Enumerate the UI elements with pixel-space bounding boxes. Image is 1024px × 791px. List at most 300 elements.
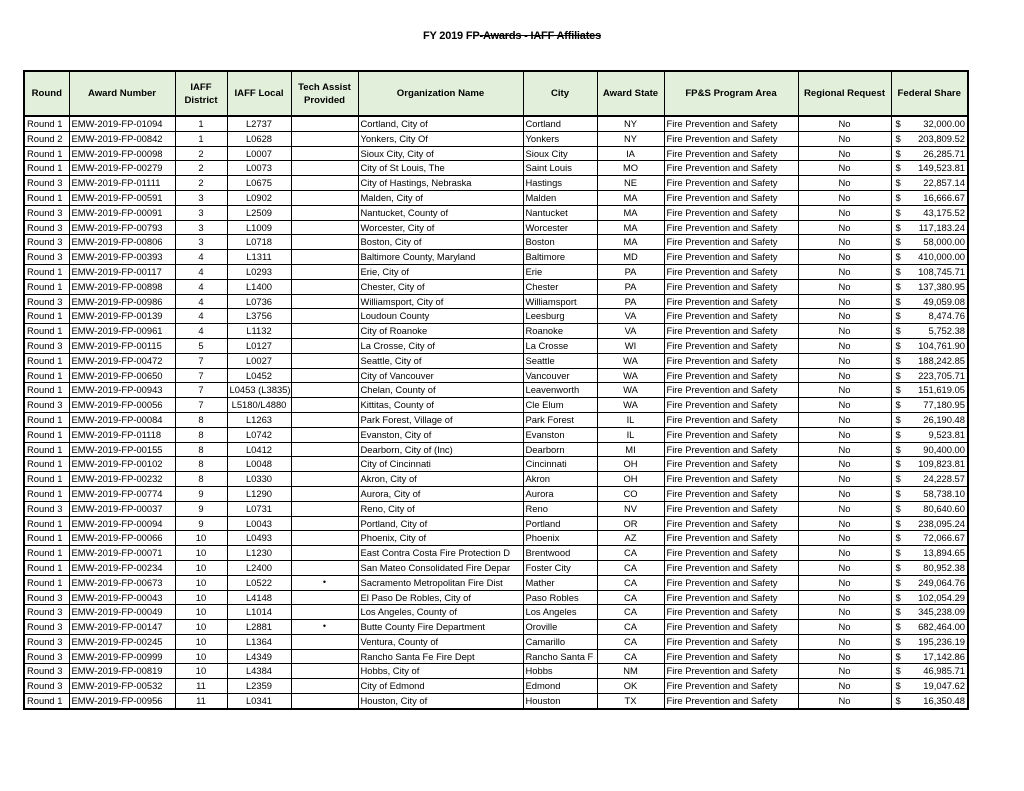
cell-program-area: Fire Prevention and Safety <box>664 605 798 620</box>
cell-iaff-district: 2 <box>175 146 227 161</box>
table-row <box>24 250 968 265</box>
federal-share-amount: 104,761.90 <box>918 339 965 351</box>
cell-organization: Worcester, City of <box>358 220 523 235</box>
table-row <box>24 472 968 487</box>
currency-symbol: $ <box>895 325 901 337</box>
cell-round: Round 3 <box>24 176 69 191</box>
federal-share-amount: 77,180.95 <box>923 399 965 411</box>
cell-organization: Reno, City of <box>358 501 523 516</box>
cell-city: Hastings <box>523 176 597 191</box>
cell-federal-share <box>891 427 968 442</box>
cell-city: Aurora <box>523 486 597 501</box>
cell-organization: City of Vancouver <box>358 368 523 383</box>
cell-round: Round 3 <box>24 634 69 649</box>
cell-federal-share <box>891 131 968 146</box>
federal-share-amount: 13,894.65 <box>923 547 965 559</box>
cell-program-area: Fire Prevention and Safety <box>664 649 798 664</box>
cell-organization: Yonkers, City Of <box>358 131 523 146</box>
cell-federal-share <box>891 679 968 694</box>
currency-symbol: $ <box>895 665 901 677</box>
cell-tech-assist <box>291 131 358 146</box>
cell-organization: City of Hastings, Nebraska <box>358 176 523 191</box>
cell-tech-assist <box>291 412 358 427</box>
cell-program-area: Fire Prevention and Safety <box>664 398 798 413</box>
cell-award-state: NE <box>597 176 664 191</box>
table-row <box>24 679 968 694</box>
currency-symbol: $ <box>895 177 901 189</box>
cell-round: Round 1 <box>24 383 69 398</box>
cell-regional-request: No <box>798 324 891 339</box>
cell-iaff-district: 8 <box>175 427 227 442</box>
cell-iaff-local: L0522 <box>227 575 291 590</box>
cell-city: Cincinnati <box>523 457 597 472</box>
cell-award-state: MA <box>597 220 664 235</box>
cell-iaff-local: L1290 <box>227 486 291 501</box>
cell-iaff-local: L2359 <box>227 679 291 694</box>
cell-organization: Butte County Fire Department <box>358 620 523 635</box>
cell-round: Round 3 <box>24 294 69 309</box>
cell-award-state: PA <box>597 294 664 309</box>
cell-city: Erie <box>523 264 597 279</box>
cell-program-area: Fire Prevention and Safety <box>664 116 798 131</box>
cell-iaff-district: 3 <box>175 220 227 235</box>
cell-iaff-local: L4384 <box>227 664 291 679</box>
cell-award-number: EMW-2019-FP-00793 <box>69 220 175 235</box>
cell-regional-request: No <box>798 338 891 353</box>
cell-organization: San Mateo Consolidated Fire Depar <box>358 560 523 575</box>
cell-regional-request: No <box>798 176 891 191</box>
cell-tech-assist <box>291 146 358 161</box>
cell-city: Foster City <box>523 560 597 575</box>
cell-tech-assist <box>291 486 358 501</box>
cell-iaff-local: L0048 <box>227 457 291 472</box>
cell-federal-share <box>891 190 968 205</box>
federal-share-amount: 682,464.00 <box>918 621 965 633</box>
federal-share-amount: 109,823.81 <box>918 458 965 470</box>
cell-iaff-district: 11 <box>175 694 227 709</box>
federal-share-amount: 117,183.24 <box>918 221 965 233</box>
cell-award-number: EMW-2019-FP-00279 <box>69 161 175 176</box>
cell-city: Portland <box>523 516 597 531</box>
cell-program-area: Fire Prevention and Safety <box>664 176 798 191</box>
cell-tech-assist <box>291 368 358 383</box>
cell-iaff-local: L0731 <box>227 501 291 516</box>
cell-tech-assist <box>291 427 358 442</box>
table-row <box>24 590 968 605</box>
cell-city: Phoenix <box>523 531 597 546</box>
cell-iaff-district: 1 <box>175 131 227 146</box>
table-body <box>24 116 968 709</box>
cell-iaff-local: L1400 <box>227 279 291 294</box>
cell-city: Boston <box>523 235 597 250</box>
cell-organization: Dearborn, City of (Inc) <box>358 442 523 457</box>
cell-round: Round 1 <box>24 412 69 427</box>
cell-federal-share <box>891 546 968 561</box>
cell-tech-assist <box>291 442 358 457</box>
cell-iaff-local: L1311 <box>227 250 291 265</box>
cell-regional-request: No <box>798 398 891 413</box>
cell-round: Round 1 <box>24 694 69 709</box>
currency-symbol: $ <box>895 221 901 233</box>
cell-city: Malden <box>523 190 597 205</box>
cell-tech-assist <box>291 649 358 664</box>
currency-symbol: $ <box>895 517 901 529</box>
currency-symbol: $ <box>895 487 901 499</box>
cell-tech-assist <box>291 664 358 679</box>
cell-tech-assist <box>291 338 358 353</box>
cell-award-number: EMW-2019-FP-00115 <box>69 338 175 353</box>
cell-organization: City of Cincinnati <box>358 457 523 472</box>
cell-regional-request: No <box>798 694 891 709</box>
col-header-iaff-district: IAFF District <box>175 71 227 116</box>
cell-program-area: Fire Prevention and Safety <box>664 590 798 605</box>
cell-city: Brentwood <box>523 546 597 561</box>
cell-iaff-local: L0742 <box>227 427 291 442</box>
currency-symbol: $ <box>895 547 901 559</box>
cell-program-area: Fire Prevention and Safety <box>664 486 798 501</box>
cell-federal-share <box>891 383 968 398</box>
cell-iaff-district: 8 <box>175 472 227 487</box>
cell-regional-request: No <box>798 442 891 457</box>
cell-program-area: Fire Prevention and Safety <box>664 294 798 309</box>
cell-award-number: EMW-2019-FP-00650 <box>69 368 175 383</box>
cell-tech-assist <box>291 634 358 649</box>
cell-iaff-local: L0330 <box>227 472 291 487</box>
cell-tech-assist <box>291 250 358 265</box>
currency-symbol: $ <box>895 650 901 662</box>
cell-award-number: EMW-2019-FP-00245 <box>69 634 175 649</box>
cell-city: Reno <box>523 501 597 516</box>
currency-symbol: $ <box>895 280 901 292</box>
table-row <box>24 205 968 220</box>
cell-award-state: NV <box>597 501 664 516</box>
cell-iaff-district: 9 <box>175 516 227 531</box>
federal-share-amount: 24,228.57 <box>923 473 965 485</box>
federal-share-amount: 5,752.38 <box>928 325 965 337</box>
cell-round: Round 1 <box>24 546 69 561</box>
cell-organization: East Contra Costa Fire Protection D <box>358 546 523 561</box>
cell-award-state: IL <box>597 412 664 427</box>
cell-federal-share <box>891 146 968 161</box>
federal-share-amount: 203,809.52 <box>918 132 965 144</box>
cell-city: Edmond <box>523 679 597 694</box>
cell-organization: Ventura, County of <box>358 634 523 649</box>
cell-iaff-local: L0412 <box>227 442 291 457</box>
cell-program-area: Fire Prevention and Safety <box>664 442 798 457</box>
cell-iaff-local: L2400 <box>227 560 291 575</box>
cell-program-area: Fire Prevention and Safety <box>664 146 798 161</box>
cell-award-state: NY <box>597 131 664 146</box>
cell-regional-request: No <box>798 294 891 309</box>
cell-iaff-district: 4 <box>175 294 227 309</box>
cell-program-area: Fire Prevention and Safety <box>664 264 798 279</box>
cell-tech-assist <box>291 546 358 561</box>
cell-award-number: EMW-2019-FP-00049 <box>69 605 175 620</box>
cell-program-area: Fire Prevention and Safety <box>664 309 798 324</box>
cell-organization: City of Roanoke <box>358 324 523 339</box>
currency-symbol: $ <box>895 251 901 263</box>
cell-tech-assist <box>291 398 358 413</box>
cell-award-state: MO <box>597 161 664 176</box>
federal-share-amount: 32,000.00 <box>923 118 965 129</box>
table-row <box>24 457 968 472</box>
cell-regional-request: No <box>798 190 891 205</box>
cell-tech-assist <box>291 205 358 220</box>
cell-iaff-district: 10 <box>175 560 227 575</box>
cell-award-state: MA <box>597 205 664 220</box>
table-row <box>24 190 968 205</box>
cell-organization: Chester, City of <box>358 279 523 294</box>
cell-federal-share <box>891 412 968 427</box>
cell-award-state: OH <box>597 457 664 472</box>
cell-city: Hobbs <box>523 664 597 679</box>
currency-symbol: $ <box>895 443 901 455</box>
cell-iaff-district: 7 <box>175 398 227 413</box>
currency-symbol: $ <box>895 162 901 174</box>
federal-share-amount: 49,059.08 <box>923 295 965 307</box>
cell-award-number: EMW-2019-FP-00806 <box>69 235 175 250</box>
currency-symbol: $ <box>895 621 901 633</box>
cell-award-state: AZ <box>597 531 664 546</box>
cell-iaff-local: L0027 <box>227 353 291 368</box>
cell-award-state: TX <box>597 694 664 709</box>
cell-regional-request: No <box>798 116 891 131</box>
cell-regional-request: No <box>798 131 891 146</box>
cell-organization: Phoenix, City of <box>358 531 523 546</box>
cell-program-area: Fire Prevention and Safety <box>664 383 798 398</box>
cell-round: Round 1 <box>24 368 69 383</box>
cell-round: Round 3 <box>24 235 69 250</box>
federal-share-amount: 17,142.86 <box>923 650 965 662</box>
cell-regional-request: No <box>798 220 891 235</box>
cell-award-number: EMW-2019-FP-00094 <box>69 516 175 531</box>
cell-program-area: Fire Prevention and Safety <box>664 620 798 635</box>
federal-share-amount: 137,380.95 <box>918 280 965 292</box>
cell-iaff-local: L1132 <box>227 324 291 339</box>
cell-round: Round 3 <box>24 649 69 664</box>
federal-share-amount: 238,095.24 <box>918 517 965 529</box>
cell-program-area: Fire Prevention and Safety <box>664 368 798 383</box>
currency-symbol: $ <box>895 532 901 544</box>
cell-regional-request: No <box>798 575 891 590</box>
federal-share-amount: 26,285.71 <box>923 147 965 159</box>
cell-federal-share <box>891 516 968 531</box>
cell-city: Cortland <box>523 116 597 131</box>
federal-share-amount: 72,066.67 <box>923 532 965 544</box>
cell-round: Round 3 <box>24 501 69 516</box>
cell-program-area: Fire Prevention and Safety <box>664 546 798 561</box>
currency-symbol: $ <box>895 310 901 322</box>
cell-federal-share <box>891 634 968 649</box>
cell-round: Round 1 <box>24 324 69 339</box>
cell-round: Round 3 <box>24 590 69 605</box>
currency-symbol: $ <box>895 606 901 618</box>
cell-regional-request: No <box>798 353 891 368</box>
cell-round: Round 1 <box>24 353 69 368</box>
cell-program-area: Fire Prevention and Safety <box>664 353 798 368</box>
cell-iaff-local: L0043 <box>227 516 291 531</box>
federal-share-amount: 9,523.81 <box>928 428 965 440</box>
cell-program-area: Fire Prevention and Safety <box>664 472 798 487</box>
table-row <box>24 427 968 442</box>
table-row <box>24 131 968 146</box>
cell-iaff-district: 8 <box>175 412 227 427</box>
cell-regional-request: No <box>798 590 891 605</box>
cell-program-area: Fire Prevention and Safety <box>664 324 798 339</box>
cell-city: Dearborn <box>523 442 597 457</box>
currency-symbol: $ <box>895 635 901 647</box>
cell-iaff-local: L0073 <box>227 161 291 176</box>
cell-regional-request: No <box>798 472 891 487</box>
cell-organization: Erie, City of <box>358 264 523 279</box>
cell-federal-share <box>891 664 968 679</box>
cell-iaff-local: L0293 <box>227 264 291 279</box>
cell-tech-assist <box>291 324 358 339</box>
table-row <box>24 546 968 561</box>
cell-organization: Nantucket, County of <box>358 205 523 220</box>
cell-iaff-district: 4 <box>175 324 227 339</box>
cell-city: Akron <box>523 472 597 487</box>
cell-award-number: EMW-2019-FP-00084 <box>69 412 175 427</box>
table-row <box>24 338 968 353</box>
cell-regional-request: No <box>798 664 891 679</box>
cell-regional-request: No <box>798 383 891 398</box>
cell-city: Los Angeles <box>523 605 597 620</box>
federal-share-amount: 149,523.81 <box>918 162 965 174</box>
table-row <box>24 486 968 501</box>
cell-federal-share <box>891 338 968 353</box>
cell-iaff-district: 4 <box>175 250 227 265</box>
cell-iaff-district: 10 <box>175 664 227 679</box>
cell-regional-request: No <box>798 412 891 427</box>
cell-program-area: Fire Prevention and Safety <box>664 235 798 250</box>
cell-iaff-local: L0007 <box>227 146 291 161</box>
cell-iaff-local: L0902 <box>227 190 291 205</box>
cell-award-number: EMW-2019-FP-00043 <box>69 590 175 605</box>
cell-round: Round 1 <box>24 531 69 546</box>
cell-award-state: WA <box>597 353 664 368</box>
cell-federal-share <box>891 649 968 664</box>
cell-city: Camarillo <box>523 634 597 649</box>
cell-federal-share <box>891 368 968 383</box>
table-row <box>24 560 968 575</box>
table-row <box>24 353 968 368</box>
cell-iaff-district: 10 <box>175 546 227 561</box>
cell-award-number: EMW-2019-FP-00098 <box>69 146 175 161</box>
cell-tech-assist <box>291 176 358 191</box>
cell-iaff-local: L1014 <box>227 605 291 620</box>
cell-regional-request: No <box>798 250 891 265</box>
table-row <box>24 531 968 546</box>
cell-award-state: NY <box>597 116 664 131</box>
cell-organization: Akron, City of <box>358 472 523 487</box>
cell-award-number: EMW-2019-FP-00842 <box>69 131 175 146</box>
cell-federal-share <box>891 620 968 635</box>
cell-federal-share <box>891 279 968 294</box>
cell-regional-request: No <box>798 368 891 383</box>
cell-iaff-district: 10 <box>175 531 227 546</box>
cell-city: Vancouver <box>523 368 597 383</box>
cell-round: Round 1 <box>24 116 69 131</box>
cell-award-state: PA <box>597 279 664 294</box>
cell-organization: Aurora, City of <box>358 486 523 501</box>
cell-award-state: CA <box>597 634 664 649</box>
cell-award-state: IA <box>597 146 664 161</box>
cell-tech-assist <box>291 353 358 368</box>
cell-regional-request: No <box>798 161 891 176</box>
cell-program-area: Fire Prevention and Safety <box>664 220 798 235</box>
cell-award-state: WA <box>597 368 664 383</box>
cell-award-state: CA <box>597 590 664 605</box>
cell-federal-share <box>891 294 968 309</box>
page-title <box>0 30 1024 42</box>
cell-award-number: EMW-2019-FP-00139 <box>69 309 175 324</box>
cell-organization: Malden, City of <box>358 190 523 205</box>
cell-regional-request: No <box>798 279 891 294</box>
cell-federal-share <box>891 457 968 472</box>
cell-award-state: MI <box>597 442 664 457</box>
cell-program-area: Fire Prevention and Safety <box>664 279 798 294</box>
cell-program-area: Fire Prevention and Safety <box>664 516 798 531</box>
cell-award-state: OK <box>597 679 664 694</box>
table-row <box>24 176 968 191</box>
cell-program-area: Fire Prevention and Safety <box>664 501 798 516</box>
cell-award-number: EMW-2019-FP-00532 <box>69 679 175 694</box>
federal-share-amount: 58,738.10 <box>923 487 965 499</box>
cell-award-number: EMW-2019-FP-00066 <box>69 531 175 546</box>
cell-regional-request: No <box>798 531 891 546</box>
cell-tech-assist <box>291 279 358 294</box>
cell-iaff-local: L4349 <box>227 649 291 664</box>
cell-federal-share <box>891 353 968 368</box>
currency-symbol: $ <box>895 384 901 396</box>
cell-tech-assist <box>291 531 358 546</box>
cell-federal-share <box>891 398 968 413</box>
cell-iaff-local: L0452 <box>227 368 291 383</box>
awards-table <box>23 70 969 710</box>
title-main: FY 2019 FP <box>422 30 480 42</box>
col-header-program-area: FP&S Program Area <box>664 71 798 116</box>
cell-program-area: Fire Prevention and Safety <box>664 575 798 590</box>
cell-award-state: OH <box>597 472 664 487</box>
table-row <box>24 501 968 516</box>
cell-iaff-local: L4148 <box>227 590 291 605</box>
federal-share-amount: 46,985.71 <box>923 665 965 677</box>
cell-iaff-district: 10 <box>175 649 227 664</box>
cell-round: Round 1 <box>24 560 69 575</box>
federal-share-amount: 8,474.76 <box>928 310 965 322</box>
cell-city: Nantucket <box>523 205 597 220</box>
cell-tech-assist <box>291 457 358 472</box>
col-header-round: Round <box>24 71 69 116</box>
currency-symbol: $ <box>895 118 901 129</box>
cell-regional-request: No <box>798 516 891 531</box>
cell-federal-share <box>891 590 968 605</box>
cell-round: Round 3 <box>24 679 69 694</box>
cell-program-area: Fire Prevention and Safety <box>664 679 798 694</box>
cell-iaff-district: 1 <box>175 116 227 131</box>
cell-round: Round 1 <box>24 472 69 487</box>
currency-symbol: $ <box>895 561 901 573</box>
cell-city: Leesburg <box>523 309 597 324</box>
cell-organization: Evanston, City of <box>358 427 523 442</box>
cell-round: Round 1 <box>24 516 69 531</box>
cell-iaff-district: 3 <box>175 205 227 220</box>
cell-regional-request: No <box>798 309 891 324</box>
cell-federal-share <box>891 501 968 516</box>
cell-federal-share <box>891 324 968 339</box>
cell-iaff-local: L0736 <box>227 294 291 309</box>
